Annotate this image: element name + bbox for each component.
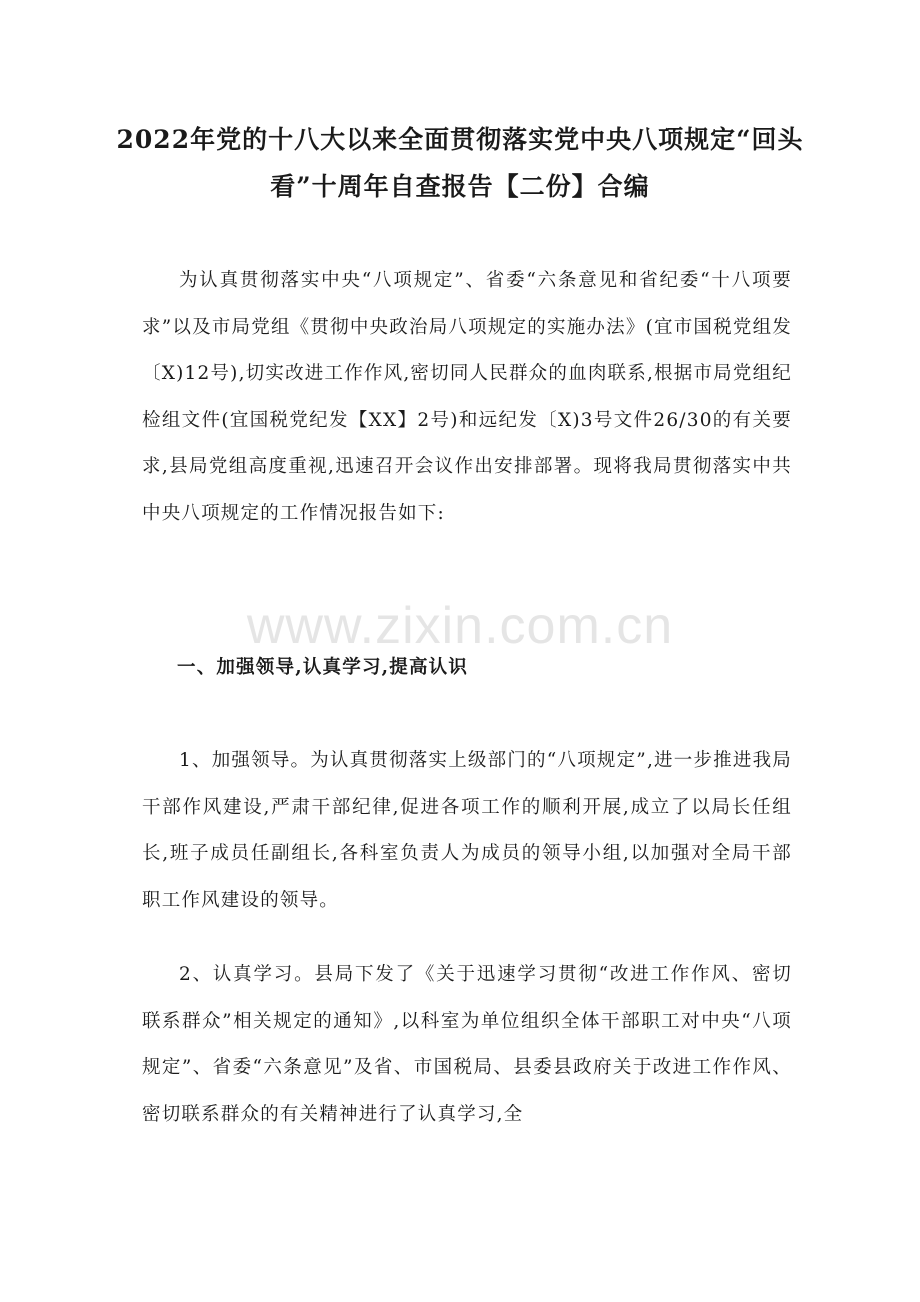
watermark: www.zixin.com.cn (246, 597, 674, 655)
item1-paragraph: 1、加强领导。为认真贯彻落实上级部门的“八项规定”,进一步推进我局干部作风建设,严肃干部纪律,促进各项工作的顺利开展,成立了以局长任组长,班子成员任副组长,各科室负责人为成员的领导小组,以加强对全局干部职工作风建设的领导。 (142, 750, 792, 911)
section-heading: 一、加强领导,认真学习,提高认识 (177, 657, 469, 678)
item2-paragraph: 2、认真学习。县局下发了《关于迅速学习贯彻“改进工作作风、密切联系群众”相关规定的通知》,以科室为单位组织全体干部职工对中央“八项规定”、省委“六条意见”及省、市国税局、县委县政府关于改进工作作风、密切联系群众的有关精神进行了认真学习,全 (142, 964, 792, 1125)
intro-paragraph: 为认真贯彻落实中央“八项规定”、省委“六条意见和省纪委“十八项要求”以及市局党组《贯彻中央政治局八项规定的实施办法》(宜市国税党组发〔X)12号),切实改进工作作风,密切同人民群众的血肉联系,根据市局党组纪检组文件(宜国税党纪发【XX】2号)和远纪发〔X)3号文件26/30的有关要求,县局党组高度重视,迅速召开会议作出安排部署。现将我局贯彻落实中共中央八项规定的工作情况报告如下: (142, 270, 792, 524)
document-title: 2022年党的十八大以来全面贯彻落实党中央八项规定“回头看”十周年自查报告【二份】合编 (116, 125, 804, 201)
